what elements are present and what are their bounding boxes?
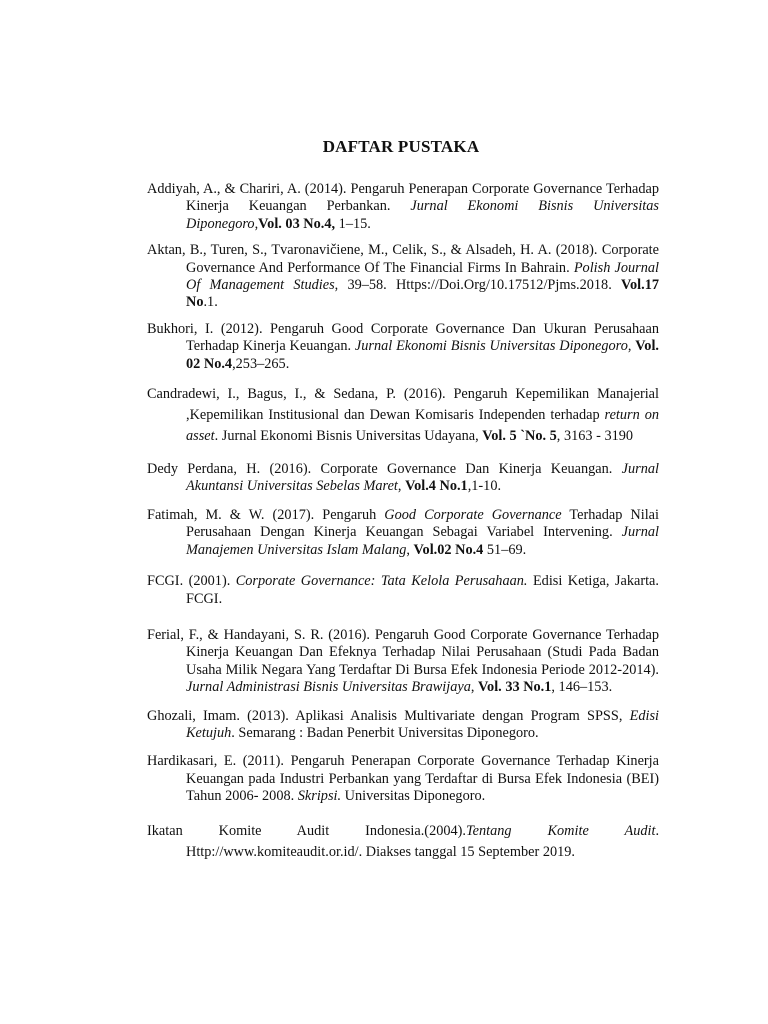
- reference-volume-text: Vol.4 No.1: [405, 478, 468, 495]
- reference-entry: [147, 181, 659, 233]
- reference-entry: [147, 821, 659, 863]
- reference-volume-text: Vol.17 No: [186, 277, 659, 311]
- reference-italic-text: Jurnal Ekonomi Bisnis Universitas Diponegoro: [186, 198, 659, 232]
- reference-text: ,: [406, 541, 414, 558]
- reference-text: Aktan, B., Turen, S., Tvaronavičiene, M., Celik, S., & Alsadeh, H. A. (2018). Corporate Governance And Performance Of The Financial Firms In Bahrain.: [147, 242, 659, 276]
- reference-text: Hardikasari, E. (2011). Pengaruh Penerapan Corporate Governance Terhadap Kinerja Keuangan pada Industri Perbankan yang Terdaftar di Bursa Efek Indonesia (BEI) Tahun 2006- 2008.: [147, 753, 659, 805]
- reference-text: ,: [627, 338, 636, 355]
- reference-text: , 146–153.: [551, 679, 613, 696]
- reference-entry: [147, 708, 659, 743]
- reference-italic-text: Edisi Ketujuh: [186, 707, 659, 741]
- reference-text: ,1-10.: [467, 478, 502, 495]
- reference-italic-text: Jurnal Akuntansi Universitas Sebelas Maret: [186, 461, 659, 495]
- reference-entry: [147, 384, 659, 447]
- reference-entry: [147, 461, 659, 496]
- reference-italic-text: Corporate Governance: Tata Kelola Perusahaan.: [235, 573, 528, 590]
- reference-entry: [147, 242, 659, 312]
- reference-italic-text: Jurnal Administrasi Bisnis Universitas Brawijaya: [186, 679, 471, 696]
- reference-text: Fatimah, M. & W. (2017). Pengaruh: [147, 506, 385, 523]
- reference-text: FCGI. (2001).: [147, 573, 236, 590]
- reference-entry: [147, 507, 659, 559]
- reference-text: 51–69.: [483, 541, 527, 558]
- reference-text: ,: [397, 478, 406, 495]
- reference-volume-text: Vol. 02 No.4: [186, 338, 659, 372]
- reference-volume-text: Vol. 03 No.4,: [258, 215, 336, 232]
- reference-volume-text: Vol. 33 No.1: [478, 679, 552, 696]
- reference-text: Addiyah, A., & Chariri, A. (2014). Pengaruh Penerapan Corporate Governance Terhadap Kinerja Keuangan Perbankan.: [147, 181, 659, 215]
- reference-entry: [147, 573, 659, 608]
- reference-italic-text: Jurnal Ekonomi Bisnis Universitas Diponegoro: [354, 338, 628, 355]
- reference-volume-text: Vol.02 No.4: [413, 541, 484, 558]
- reference-text: Edisi Ketiga, Jakarta. FCGI.: [186, 573, 659, 607]
- reference-italic-text: return on asset: [186, 407, 660, 445]
- reference-italic-text: Tentang Komite Audit: [466, 822, 656, 839]
- reference-italic-text: Polish Journal Of Management Studies: [186, 259, 659, 294]
- reference-text: Ikatan Komite Audit Indonesia.(2004).: [147, 822, 467, 839]
- reference-entry: [147, 753, 659, 805]
- reference-text: . Jurnal Ekonomi Bisnis Universitas Udayana,: [214, 428, 483, 445]
- reference-text: Terhadap Nilai Perusahaan Dengan Kinerja Keuangan Sebagai Variabel Intervening.: [186, 506, 660, 541]
- reference-text: . Semarang : Badan Penerbit Universitas Diponegoro.: [231, 724, 539, 741]
- reference-text: ,253–265.: [232, 355, 290, 372]
- reference-text: Bukhori, I. (2012). Pengaruh Good Corporate Governance Dan Ukuran Perusahaan Terhadap Kinerja Keuangan.: [147, 320, 659, 355]
- reference-text: Ghozali, Imam. (2013). Aplikasi Analisis Multivariate dengan Program SPSS,: [147, 707, 630, 724]
- reference-entry: [147, 627, 659, 697]
- reference-list: [147, 181, 659, 863]
- reference-volume-text: Vol. 5 `No. 5: [482, 428, 557, 445]
- page-title: DAFTAR PUSTAKA: [322, 137, 480, 156]
- reference-italic-text: Skripsi.: [297, 788, 342, 805]
- reference-text: , 39–58. Https://Doi.Org/10.17512/Pjms.2018.: [334, 277, 621, 294]
- reference-text: .1.: [203, 294, 218, 311]
- reference-italic-text: Good Corporate Governance: [384, 506, 562, 523]
- reference-text: Universitas Diponegoro.: [341, 788, 486, 805]
- reference-text: Dedy Perdana, H. (2016). Corporate Governance Dan Kinerja Keuangan.: [147, 461, 622, 478]
- reference-text: Ferial, F., & Handayani, S. R. (2016). Pengaruh Good Corporate Governance Terhadap Kinerja Keuangan Dan Efeknya Terhadap Nilai Perusahaan (Studi Pada Badan Usaha Milik Negara Yang Terdaftar Di Bursa Efek Indonesia Periode 2012-2014).: [147, 626, 659, 678]
- reference-italic-text: Jurnal Manajemen Universitas Islam Malang: [186, 524, 659, 558]
- reference-entry: [147, 321, 659, 373]
- reference-text: ,: [470, 679, 479, 696]
- reference-text: 1–15.: [335, 215, 371, 232]
- reference-text: Candradewi, I., Bagus, I., & Sedana, P. (2016). Pengaruh Kepemilikan Manajerial ,Kepemilikan Institusional dan Dewan Komisaris Independen terhadap: [147, 386, 659, 424]
- reference-text: , 3163 - 3190: [556, 428, 634, 445]
- reference-text: ,: [254, 215, 259, 232]
- reference-text: . Http://www.komiteaudit.or.id/. Diakses tanggal 15 September 2019.: [186, 822, 660, 860]
